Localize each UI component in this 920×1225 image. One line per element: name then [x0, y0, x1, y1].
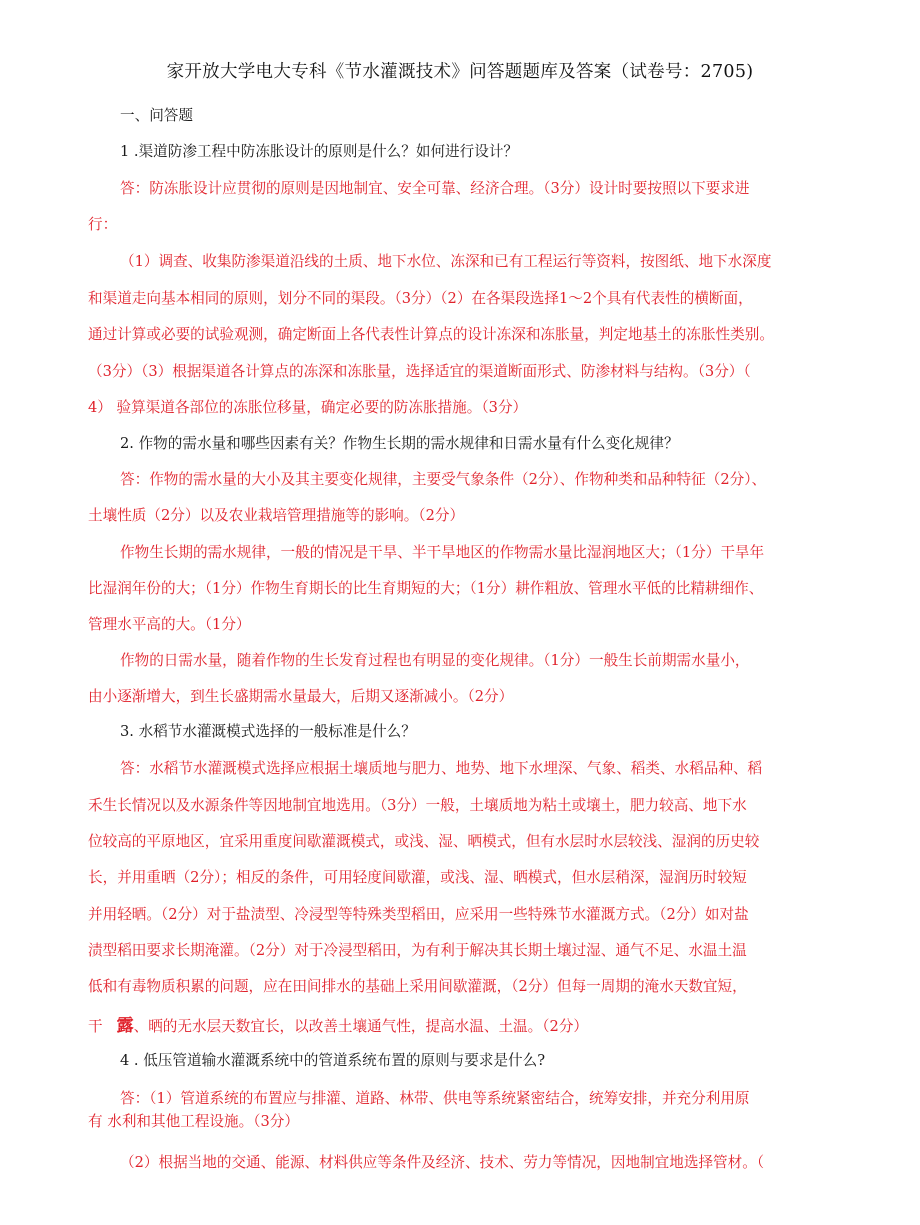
- answer-line: 比湿润年份的大；（1分）作物生育期长的比生育期短的大；（1分）耕作粗放、管理水平低的比精耕细作、: [88, 580, 764, 597]
- answer-line: 行：: [88, 216, 118, 233]
- answer-line: 答：防冻胀设计应贯彻的原则是因地制宜、安全可靠、经济合理。（3分）设计时要按照以下要求进: [120, 180, 750, 197]
- section-heading: 一、问答题: [120, 107, 193, 124]
- answer-line: 禾生长情况以及水源条件等因地制宜地选用。（3分）一般，土壤质地为粘土或壤土，肥力较高、地下水: [88, 797, 747, 814]
- answer-line: （1）调查、收集防渗渠道沿线的土质、地下水位、冻深和已有工程运行等资料，按图纸、地下水深度: [120, 253, 772, 270]
- question-2: 2. 作物的需水量和哪些因素有关？作物生长期的需水规律和日需水量有什么变化规律？: [120, 435, 679, 452]
- answer-line-rest: 、晒的无水层天数宜长，以改善土壤通气性，提高水温、土温。（2分）: [133, 1018, 589, 1035]
- question-4: 4 . 低压管道输水灌溉系统中的管道系统布置的原则与要求是什么?: [120, 1052, 546, 1069]
- question-3: 3. 水稻节水灌溉模式选择的一般标准是什么？: [120, 723, 416, 740]
- answer-line: 和渠道走向基本相同的原则，划分不同的渠段。（3分）（2）在各渠段选择1～2个具有代表性的横断面，: [88, 290, 753, 307]
- document-title: 家开放大学电大专科《节水灌溉技术》问答题题库及答案（试卷号：2705): [166, 62, 754, 82]
- answer-line: 答：水稻节水灌溉模式选择应根据土壤质地与肥力、地势、地下水埋深、气象、稻类、水稻品种、稻: [120, 760, 763, 777]
- answer-line: 作物生长期的需水规律，一般的情况是干旱、半干旱地区的作物需水量比湿润地区大；（1分）干旱年: [120, 544, 765, 561]
- answer-line: 通过计算或必要的试验观测，确定断面上各代表性计算点的设计冻深和冻胀量，判定地基土的冻胀性类别。: [88, 326, 774, 343]
- answer-line: 土壤性质（2分）以及农业栽培管理措施等的影响。（2分）: [88, 507, 465, 524]
- answer-line: 并用轻晒。（2分）对于盐渍型、冷浸型等特殊类型稻田，应采用一些特殊节水灌溉方式。（2分）如对盐: [88, 906, 749, 923]
- answer-line: [88, 1011, 588, 1036]
- answer-line-prefix: 干: [88, 1018, 103, 1035]
- answer-line: 渍型稻田要求长期淹灌。（2分）对于冷浸型稻田，为有利于解决其长期土壤过湿、通气不足、水温土温: [88, 942, 747, 959]
- answer-line: 4） 验算渠道各部位的冻胀位移量，确定必要的防冻胀措施。（3分）: [88, 399, 528, 416]
- answer-line: 作物的日需水量，随着作物的生长发育过程也有明显的变化规律。（1分）一般生长前期需水量小，: [120, 652, 750, 669]
- answer-line: （3分）（3）根据渠道各计算点的冻深和冻胀量，选择适宜的渠道断面形式、防渗材料与结构。（3分）（: [88, 363, 751, 380]
- answer-line: 有 水利和其他工程设施。（3分）: [88, 1113, 299, 1130]
- answer-line: 答：作物的需水量的大小及其主要变化规律，主要受气象条件（2分）、作物种类和品种特征（2分）、: [120, 471, 767, 488]
- answer-line-emphasis: 露: [116, 1016, 134, 1036]
- answer-line: 由小逐渐增大，到生长盛期需水量最大，后期又逐渐减小。（2分）: [88, 688, 514, 705]
- answer-line: 低和有毒物质积累的问题，应在田间排水的基础上采用间歇灌溉，（2分）但每一周期的淹水天数宜短，: [88, 978, 747, 995]
- answer-line: 答：（1）管道系统的布置应与排灌、道路、林带、供电等系统紧密结合，统筹安排，并充分利用原: [120, 1090, 750, 1107]
- answer-line: 位较高的平原地区，宜采用重度间歇灌溉模式，或浅、湿、晒模式，但有水层时水层较浅、湿润的历史较: [88, 833, 760, 850]
- answer-line: 长，并用重晒（2分）；相反的条件，可用轻度间歇灌，或浅、湿、晒模式，但水层稍深，湿润历时较短: [88, 869, 747, 886]
- answer-line: （2）根据当地的交通、能源、材料供应等条件及经济、技术、劳力等情况，因地制宜地选择管材。（: [120, 1154, 765, 1171]
- question-1: 1 .渠道防渗工程中防冻胀设计的原则是什么？如何进行设计？: [120, 143, 519, 160]
- answer-line: 管理水平高的大。（1分）: [88, 616, 251, 633]
